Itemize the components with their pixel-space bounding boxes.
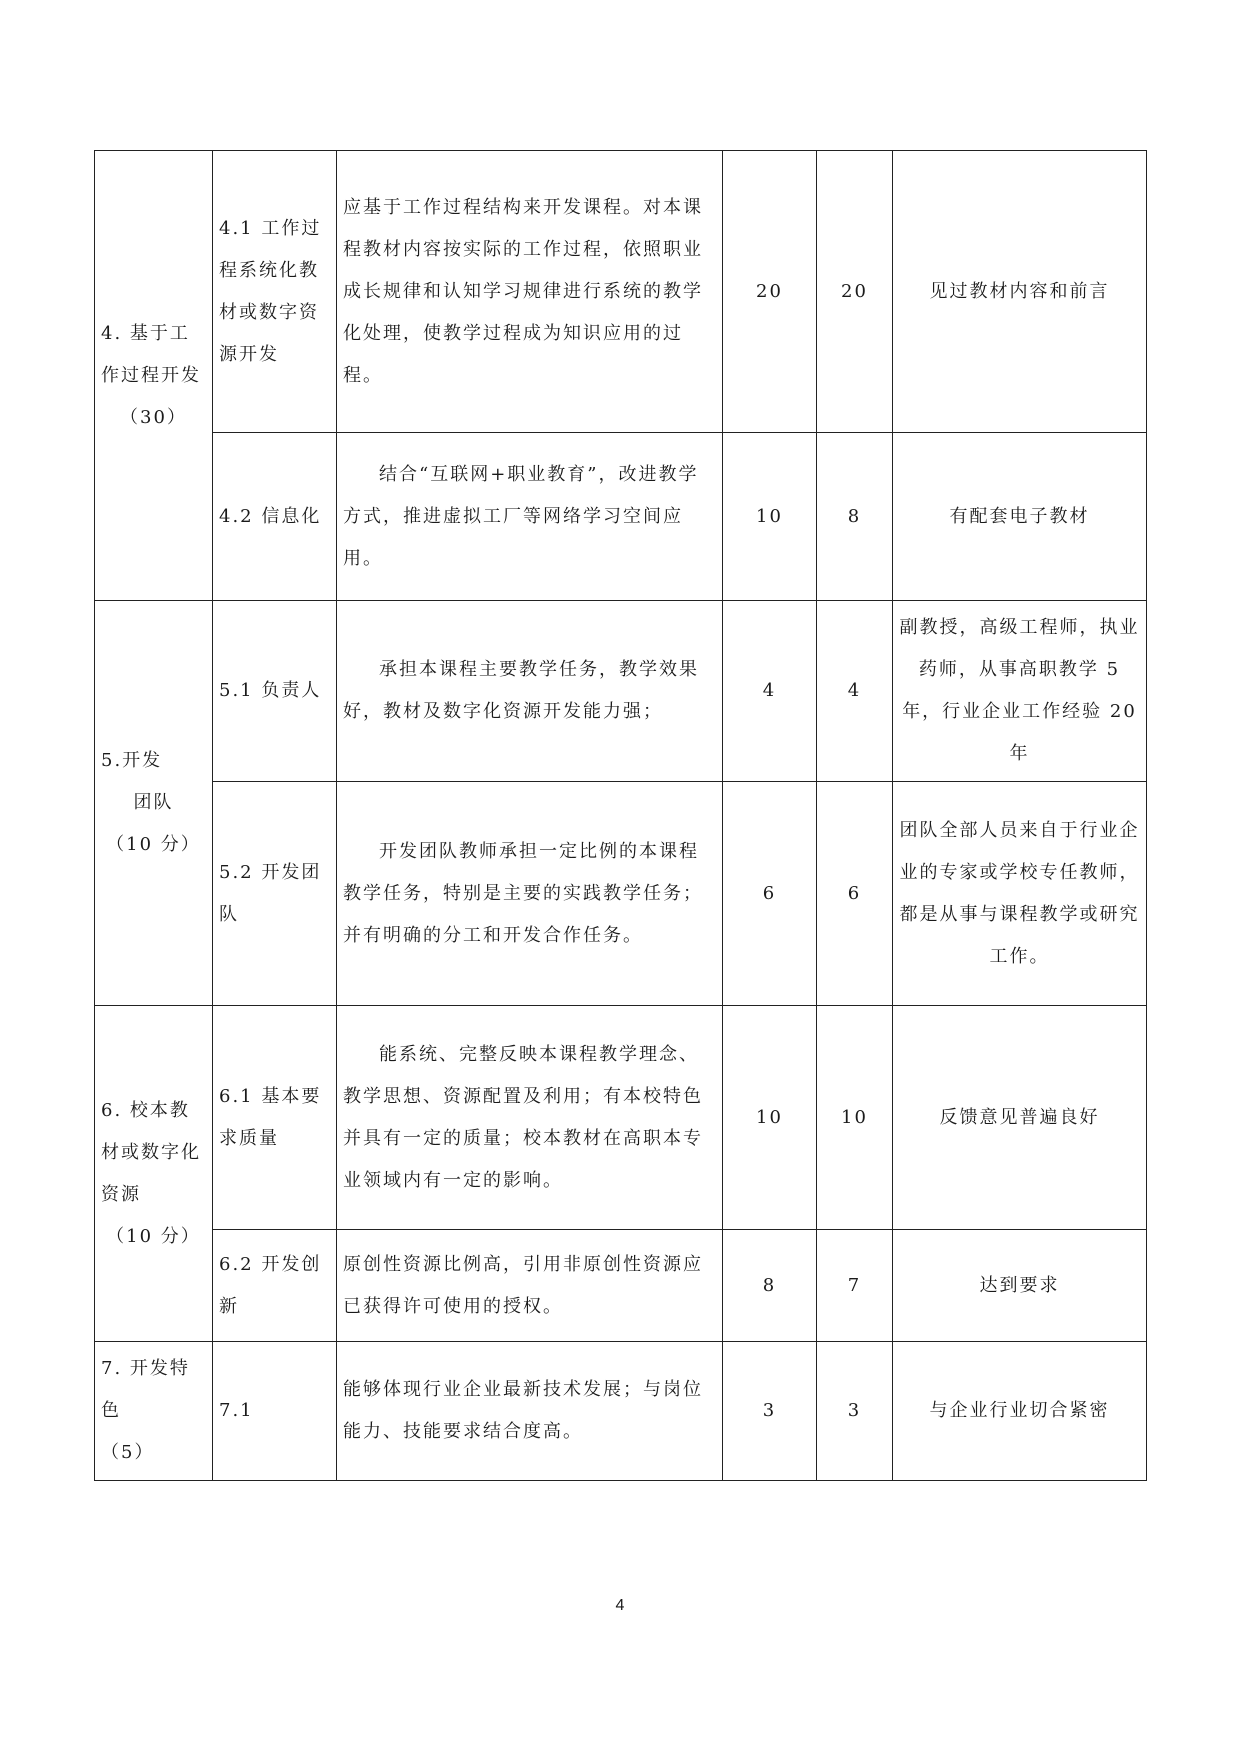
table-row bbox=[95, 601, 1147, 782]
category-cell bbox=[95, 601, 213, 1006]
score-cell: 7 bbox=[817, 1230, 893, 1342]
full-score-cell: 8 bbox=[723, 1230, 817, 1342]
note-cell: 见过教材内容和前言 bbox=[893, 151, 1147, 433]
category-cell bbox=[95, 1006, 213, 1342]
standard-cell: 能够体现行业企业最新技术发展；与岗位能力、技能要求结合度高。 bbox=[337, 1342, 723, 1481]
table-row bbox=[95, 151, 1147, 433]
category-score: （10 分） bbox=[106, 834, 201, 855]
item-cell: 4.1 工作过程系统化教材或数字资源开发 bbox=[213, 151, 337, 433]
category-score: （5） bbox=[101, 1442, 155, 1463]
full-score-cell: 20 bbox=[723, 151, 817, 433]
table-row bbox=[95, 433, 1147, 601]
score-cell: 6 bbox=[817, 782, 893, 1006]
item-cell: 5.1 负责人 bbox=[213, 601, 337, 782]
table-row bbox=[95, 1006, 1147, 1230]
score-cell: 20 bbox=[817, 151, 893, 433]
full-score-cell: 10 bbox=[723, 1006, 817, 1230]
evaluation-table bbox=[94, 150, 1147, 1481]
category-title-line2: 团队 bbox=[133, 792, 174, 813]
category-title: 6. 校本教材或数字化资源 bbox=[101, 1099, 201, 1205]
note-cell: 副教授，高级工程师，执业药师，从事高职教学 5 年，行业企业工作经验 20 年 bbox=[893, 601, 1147, 782]
category-title: 7. 开发特色 bbox=[101, 1358, 190, 1421]
note-cell: 与企业行业切合紧密 bbox=[893, 1342, 1147, 1481]
score-cell: 4 bbox=[817, 601, 893, 782]
table-row bbox=[95, 782, 1147, 1006]
category-title: 4. 基于工作过程开发 bbox=[101, 322, 201, 386]
category-score: （10 分） bbox=[106, 1225, 201, 1247]
note-cell: 团队全部人员来自于行业企业的专家或学校专任教师，都是从事与课程教学或研究工作。 bbox=[893, 782, 1147, 1006]
standard-cell: 应基于工作过程结构来开发课程。对本课程教材内容按实际的工作过程，依照职业成长规律和认知学习规律进行系统的教学化处理，使教学过程成为知识应用的过程。 bbox=[337, 151, 723, 433]
full-score-cell: 3 bbox=[723, 1342, 817, 1481]
full-score-cell: 10 bbox=[723, 433, 817, 601]
page-number: 4 bbox=[615, 1597, 625, 1614]
standard-cell: 开发团队教师承担一定比例的本课程教学任务，特别是主要的实践教学任务；并有明确的分工和开发合作任务。 bbox=[337, 782, 723, 1006]
standard-cell: 原创性资源比例高，引用非原创性资源应已获得许可使用的授权。 bbox=[337, 1230, 723, 1342]
item-cell: 6.1 基本要求质量 bbox=[213, 1006, 337, 1230]
standard-cell: 结合“互联网+职业教育”，改进教学方式，推进虚拟工厂等网络学习空间应用。 bbox=[337, 433, 723, 601]
score-cell: 10 bbox=[817, 1006, 893, 1230]
category-score: （30） bbox=[120, 406, 187, 428]
full-score-cell: 4 bbox=[723, 601, 817, 782]
note-cell: 达到要求 bbox=[893, 1230, 1147, 1342]
category-cell bbox=[95, 151, 213, 601]
table-row bbox=[95, 1342, 1147, 1481]
item-cell: 5.2 开发团队 bbox=[213, 782, 337, 1006]
full-score-cell: 6 bbox=[723, 782, 817, 1006]
item-cell: 7.1 bbox=[213, 1342, 337, 1481]
item-cell: 6.2 开发创新 bbox=[213, 1230, 337, 1342]
standard-cell: 承担本课程主要教学任务，教学效果好，教材及数字化资源开发能力强； bbox=[337, 601, 723, 782]
score-cell: 3 bbox=[817, 1342, 893, 1481]
note-cell: 反馈意见普遍良好 bbox=[893, 1006, 1147, 1230]
score-cell: 8 bbox=[817, 433, 893, 601]
standard-cell: 能系统、完整反映本课程教学理念、教学思想、资源配置及利用；有本校特色并具有一定的质量；校本教材在高职本专业领域内有一定的影响。 bbox=[337, 1006, 723, 1230]
category-title: 5.开发 bbox=[101, 750, 163, 771]
item-cell: 4.2 信息化 bbox=[213, 433, 337, 601]
table-row bbox=[95, 1230, 1147, 1342]
category-cell bbox=[95, 1342, 213, 1481]
note-cell: 有配套电子教材 bbox=[893, 433, 1147, 601]
